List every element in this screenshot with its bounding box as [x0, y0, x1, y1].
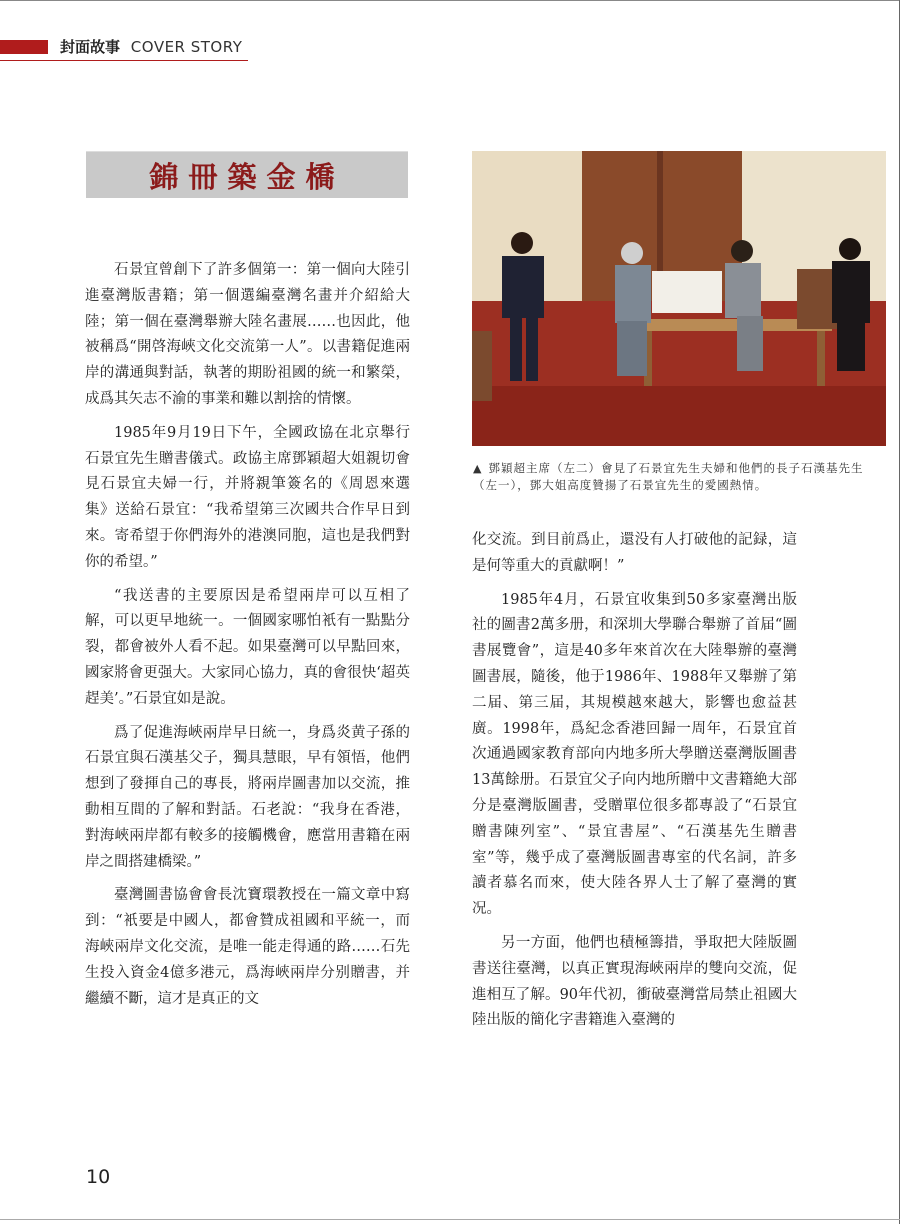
section-title-zh: 封面故事 [60, 38, 121, 56]
meeting-photo [472, 151, 886, 446]
caption-text: 鄧穎超主席（左二）會見了石景宜先生夫婦和他們的長子石漢基先生（左一），鄧大姐高度贊揚了石景宜先生的愛國熱情。 [473, 461, 864, 492]
section-header [60, 36, 242, 57]
caption-marker-icon: ▲ [473, 462, 483, 475]
paragraph: 化交流。到目前爲止，還没有人打破他的記録，這是何等重大的貢獻啊！” [472, 532, 797, 574]
section-title-en: COVER STORY [130, 38, 243, 56]
paragraph: 石景宜曾創下了許多個第一：第一個向大陸引進臺灣版書籍；第一個選編臺灣名畫并介紹給大陸；第一個在臺灣舉辦大陸名畫展……也因此，他被稱爲“開啓海峽文化交流第一人”。以書籍促進兩岸的溝通與對話，執著的期盼祖國的統一和繁榮，成爲其矢志不渝的事業和難以割捨的情懷。 [85, 262, 410, 407]
section-marker-bar [0, 40, 48, 54]
section-underline [0, 60, 248, 61]
page-number: 10 [86, 1166, 111, 1188]
paragraph: 另一方面，他們也積極籌措，爭取把大陸版圖書送往臺灣，以真正實現海峽兩岸的雙向交流，促進相互了解。90年代初，衝破臺灣當局禁止祖國大陸出版的簡化字書籍進入臺灣的 [472, 934, 797, 1029]
paragraph: “我送書的主要原因是希望兩岸可以互相了解，可以更早地統一。一個國家哪怕衹有一點點分裂，都會被外人看不起。如果臺灣可以早點回來，國家將會更强大。大家同心協力，真的會很快‘超英趕美’。”石景宜如是說。 [85, 587, 410, 707]
bottom-border [0, 1219, 900, 1220]
article-title-box [86, 151, 408, 198]
left-text-column [85, 258, 410, 1020]
paragraph: 爲了促進海峽兩岸早日統一，身爲炎黄子孫的石景宜與石漢基父子，獨具慧眼，早有領悟，他們想到了發揮自己的專長，將兩岸圖書加以交流，推動相互間的了解和對話。石老說：“我身在香港，對海峽兩岸都有較多的接觸機會，應當用書籍在兩岸之間搭建橋梁。” [85, 724, 410, 870]
top-border [0, 0, 900, 1]
paragraph: 臺灣圖書協會會長沈寶環教授在一篇文章中寫到：“衹要是中國人，都會贊成祖國和平統一，而海峽兩岸文化交流，是唯一能走得通的路……石先生投入資金4億多港元，爲海峽兩岸分别贈書，并繼續不斷，這才是真正的文 [85, 887, 410, 1007]
right-text-column [472, 528, 797, 1042]
paragraph: 1985年9月19日下午，全國政協在北京舉行石景宜先生贈書儀式。政協主席鄧穎超大姐親切會見石景宜夫婦一行，并將親筆簽名的《周恩來選集》送給石景宜：“我希望第三次國共合作早日到來。寄希望于你們海外的港澳同胞，這也是我們對你的希望。” [85, 424, 410, 570]
paragraph: 1985年4月，石景宜收集到50多家臺灣出版社的圖書2萬多册，和深圳大學聯合舉辦了首届“圖書展覽會”，這是40多年來首次在大陸舉辦的臺灣圖書展，隨後，他于1986年、1988年又舉辦了第二届、第三届，其規模越來越大，影響也愈益甚廣。1998年，爲紀念香港回歸一周年，石景宜首次通過國家教育部向内地多所大學贈送臺灣版圖書13萬餘册。石景宜父子向内地所贈中文書籍絶大部分是臺灣版圖書，受贈單位很多都專設了“石景宜贈書陳列室”、“景宜書屋”、“石漢基先生贈書室”等，幾乎成了臺灣版圖書專室的代名詞，許多讀者慕名而來，使大陸各界人士了解了臺灣的實况。 [472, 591, 797, 918]
photo-caption [473, 460, 883, 494]
article-title: 錦冊築金橋 [149, 159, 345, 194]
